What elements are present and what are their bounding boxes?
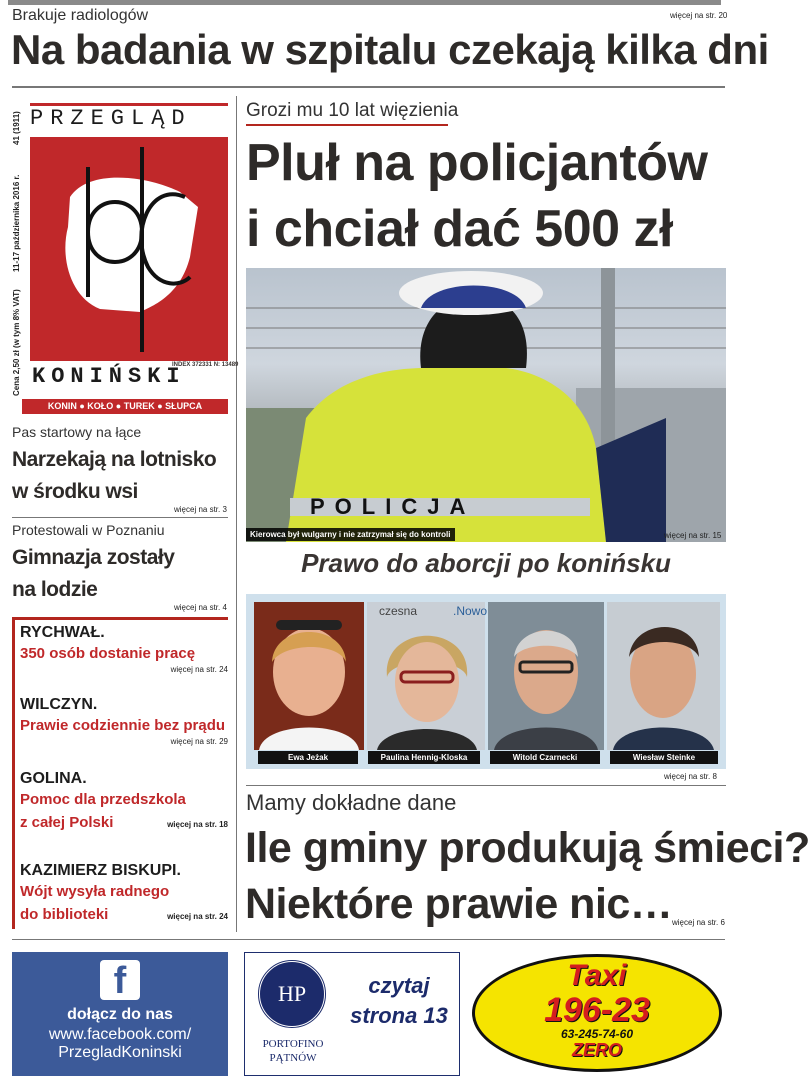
- pk-logo-icon: [30, 137, 228, 359]
- name-tag-2: Paulina Hennig-Kloska: [368, 751, 480, 764]
- masthead-date: 11-17 października 2016 r.: [12, 174, 21, 272]
- waste-headline-line2: Niektóre prawie nic…: [245, 880, 673, 928]
- top-rule: [8, 0, 721, 5]
- brief-2-more: więcej na str. 29: [170, 737, 228, 746]
- taxi-ad[interactable]: [472, 954, 722, 1072]
- vest-lettering: POLICJA: [310, 494, 476, 519]
- sidebar-story-2-line1: Gimnazja zostały: [12, 546, 175, 569]
- brief-4-more: więcej na str. 24: [167, 912, 228, 921]
- backdrop-text-2: .Nowo: [453, 604, 488, 618]
- person-icon: [488, 602, 604, 750]
- facebook-ad-line1: dołącz do nas: [67, 1006, 173, 1023]
- portofino-name: [251, 1037, 335, 1065]
- backdrop-text: czesna: [379, 604, 418, 618]
- brief-1-place: RYCHWAŁ.: [20, 624, 105, 641]
- bottom-divider: [12, 939, 725, 940]
- person-icon: [254, 602, 364, 750]
- portofino-cta: [339, 971, 459, 1031]
- facebook-ad[interactable]: [12, 952, 228, 1076]
- sidebar-story-1-line2: w środku wsi: [12, 480, 138, 503]
- column-divider: [236, 96, 237, 932]
- portrait-4[interactable]: [607, 602, 720, 750]
- masthead-price: Cena 2,50 zł (w tym 8% VAT): [12, 289, 21, 396]
- waste-divider: [246, 785, 726, 786]
- brief-3-title-line2: z całej Polski: [20, 814, 114, 831]
- taxi-phone: 63-245-74-60: [560, 1027, 634, 1041]
- facebook-icon: f: [100, 960, 140, 1000]
- brief-4-place: KAZIMIERZ BISKUPI.: [20, 862, 181, 879]
- masthead-index: INDEX 372331 N: 13489: [172, 362, 239, 368]
- top-story-more[interactable]: więcej na str. 20: [670, 11, 728, 20]
- masthead-logo: [30, 137, 228, 359]
- portrait-2[interactable]: [367, 602, 488, 750]
- portofino-ad[interactable]: [244, 952, 460, 1076]
- waste-story-kicker: Mamy dokładne dane: [246, 790, 457, 815]
- portofino-logo: HP: [257, 959, 327, 1029]
- portofino-cta-line1: czytaj: [368, 973, 430, 998]
- brief-1-more: więcej na str. 24: [170, 665, 228, 674]
- name-tag-3: Witold Czarnecki: [490, 751, 600, 764]
- portofino-name-line1: PORTOFINO: [262, 1038, 324, 1050]
- masthead-title-top: PRZEGLĄD: [30, 106, 192, 131]
- main-story-kicker: Grozi mu 10 lat więzienia: [246, 100, 459, 121]
- taxi-brand: ZERO: [571, 1040, 622, 1060]
- main-story-headline[interactable]: [246, 130, 707, 262]
- name-tag-1: Ewa Jeżak: [258, 751, 358, 764]
- brief-4-title-line2: do biblioteki: [20, 906, 109, 923]
- facebook-ad-line2: www.facebook.com/: [48, 1026, 192, 1043]
- brief-2-title: Prawie codziennie bez prądu: [20, 717, 226, 734]
- masthead-title-bottom: KONIŃSKI: [32, 364, 186, 389]
- main-story-photo[interactable]: [246, 268, 726, 542]
- top-divider: [12, 86, 725, 88]
- masthead-issue: 41 (1911): [12, 111, 21, 145]
- brief-4-title-line1: Wójt wysyła radnego: [20, 883, 170, 900]
- facebook-ad-line3: PrzegladKoninski: [58, 1044, 182, 1061]
- person-icon: [367, 602, 488, 750]
- taxi-number: 196-23: [544, 991, 650, 1029]
- main-headline-line1: Pluł na policjantów: [246, 134, 708, 192]
- brief-4[interactable]: [20, 862, 228, 928]
- brief-3[interactable]: [20, 770, 228, 836]
- sidebar-story-1-line1: Narzekają na lotnisko: [12, 448, 217, 471]
- masthead-towns: KONIN ● KOŁO ● TUREK ● SŁUPCA: [22, 399, 228, 414]
- brief-2-place: WILCZYN.: [20, 696, 98, 713]
- waste-story-more[interactable]: więcej na str. 6: [672, 918, 725, 927]
- abortion-headline[interactable]: Prawo do aborcji po konińsku: [301, 548, 671, 578]
- brief-1[interactable]: [20, 624, 228, 674]
- abortion-story-more[interactable]: więcej na str. 8: [664, 772, 717, 781]
- person-icon: [607, 602, 720, 750]
- brief-3-more: więcej na str. 18: [167, 820, 228, 829]
- sidebar-divider-1: [12, 517, 228, 518]
- sidebar-story-1-kicker: Pas startowy na łące: [12, 424, 142, 440]
- briefs-left-rule: [12, 617, 15, 929]
- top-story-headline[interactable]: Na badania w szpitalu czekają kilka dni: [11, 26, 769, 73]
- portofino-cta-line2: strona 13: [350, 1003, 448, 1028]
- top-story-kicker: Brakuje radiologów: [12, 7, 149, 24]
- taxi-title: Taxi: [567, 959, 627, 992]
- portofino-name-line2: PĄTNÓW: [269, 1052, 317, 1064]
- sidebar-story-2-line2: na lodzie: [12, 578, 98, 601]
- sidebar-story-1-headline[interactable]: [12, 444, 216, 508]
- name-tag-4: Wiesław Steinke: [610, 751, 718, 764]
- sidebar-story-1-more[interactable]: więcej na str. 3: [174, 505, 227, 514]
- brief-3-place: GOLINA.: [20, 770, 87, 787]
- briefs-top-rule: [12, 617, 228, 620]
- main-headline-line2: i chciał dać 500 zł: [246, 200, 673, 258]
- brief-2[interactable]: [20, 696, 228, 746]
- brief-3-title-line1: Pomoc dla przedszkola: [20, 791, 186, 808]
- brief-1-title: 350 osób dostanie pracę: [20, 645, 196, 662]
- sidebar-story-2-kicker: Protestowali w Poznaniu: [12, 522, 165, 538]
- main-story-more[interactable]: więcej na str. 15: [664, 531, 722, 540]
- sidebar-story-2-more[interactable]: więcej na str. 4: [174, 603, 227, 612]
- masthead-mid-rule: [30, 359, 228, 361]
- portrait-1[interactable]: [254, 602, 364, 750]
- waste-story-headline[interactable]: [245, 820, 810, 932]
- sidebar-story-2-headline[interactable]: [12, 542, 174, 606]
- portrait-3[interactable]: [488, 602, 604, 750]
- main-photo-caption: Kierowca był wulgarny i nie zatrzymał się do kontroli: [246, 528, 455, 541]
- waste-headline-line1: Ile gminy produkują śmieci?: [245, 824, 810, 872]
- main-kicker-underline: [246, 124, 448, 126]
